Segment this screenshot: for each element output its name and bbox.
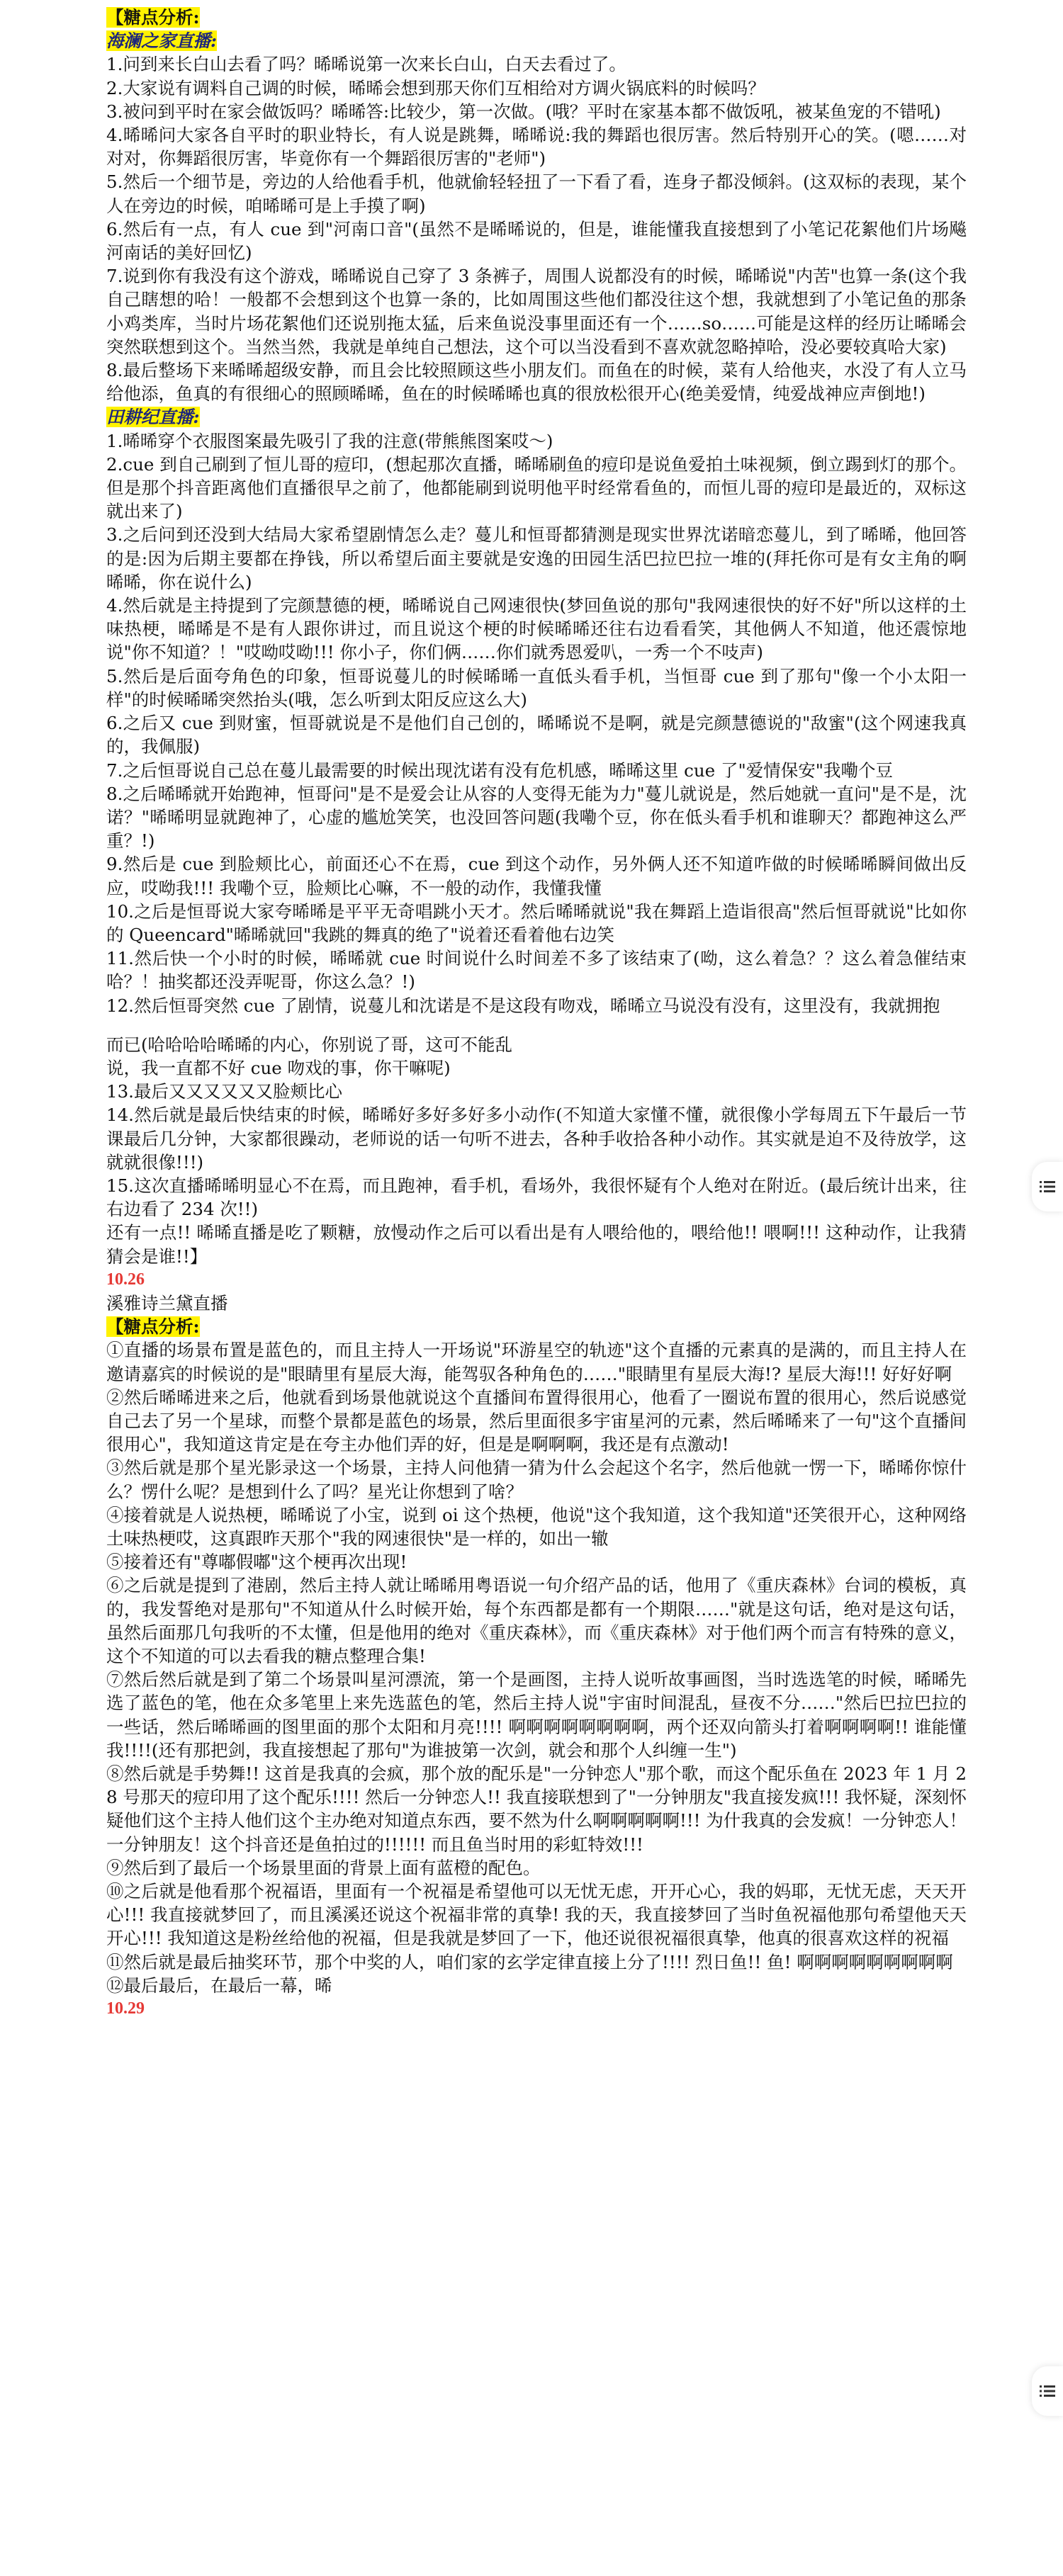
date-heading: 10.26	[106, 1270, 145, 1289]
analysis-label	[106, 1315, 967, 1338]
paragraph: 2.cue 到自己刷到了恒儿哥的痘印，(想起那次直播，晞晞刷鱼的痘印是说鱼爱拍土味视频，倒立踢到灯的那个。但是那个抖音距离他们直播很早之前了，他都能刷到说明他平时经常看鱼的，而恒儿哥的痘印是最近的，双标这就出来了)	[106, 453, 967, 522]
paragraph: 3.被问到平时在家会做饭吗？晞晞答:比较少，第一次做。(哦？平时在家基本都不做饭吼，被某鱼宠的不错吼)	[106, 101, 941, 122]
section-esteelauder-list	[106, 1338, 967, 1997]
paragraph: 9.然后是 cue 到脸颊比心，前面还心不在焉，cue 到这个动作，另外俩人还不知道咋做的时候晞晞瞬间做出反应，哎呦我!!! 我嘞个豆，脸颊比心嘛，不一般的动作，我懂我懂	[106, 854, 967, 898]
paragraph: ⑤接着还有"尊嘟假嘟"这个梗再次出现!	[106, 1552, 407, 1573]
paragraph: 13.最后又又又又又又脸颊比心	[106, 1081, 342, 1102]
section-title-esteelauder: 溪雅诗兰黛直播	[106, 1292, 228, 1314]
paragraph: ②然后晞晞进来之后，他就看到场景他就说这个直播间布置得很用心，他看了一圈说布置的很用心，然后说感觉自己去了另一个星球，而整个景都是蓝色的场景，然后里面很多宇宙星河的元素，然后晞晞来了一句"这个直播间很用心"，我知道这肯定是在夸主办他们弄的好，但是是啊啊啊，我还是有点激动!	[106, 1386, 967, 1455]
paragraph-gap	[106, 1017, 967, 1033]
paragraph: ⑦然后然后就是到了第二个场景叫星河漂流，第一个是画图，主持人说听故事画图，当时选选笔的时候，晞晞先选了蓝色的笔，他在众多笔里上来先选蓝色的笔，然后主持人说"宇宙时间混乱，昼夜不分……"然后巴拉巴拉的一些话，然后晞晞画的图里面的那个太阳和月亮!!!! 啊啊啊啊啊啊啊啊，两个还双向箭头打着啊啊啊啊!! 谁能懂我!!!!(还有那把剑，我直接想起了那句"为谁披第一次剑，就会和那个人纠缠一生")	[106, 1669, 967, 1761]
paragraph: 14.然后就是最后快结束的时候，晞晞好多好多好多小动作(不知道大家懂不懂，就很像小学每周五下午最后一节课最后几分钟，大家都很躁动，老师说的话一句听不进去，各种手收拾各种小动作。其实就是迫不及待放学，这就就很像!!!)	[106, 1105, 967, 1173]
paragraph: 5.然后是后面夸角色的印象，恒哥说蔓儿的时候晞晞一直低头看手机，当恒哥 cue 到了那句"像一个小太阳一样"的时候晞晞突然抬头(哦，怎么听到太阳反应这么大)	[106, 665, 967, 710]
paragraph: 8.最后整场下来晞晞超级安静，而且会比较照顾这些小朋友们。而鱼在的时候，菜有人给他夹，水没了有人立马给他添，鱼真的有很细心的照顾晞晞，鱼在的时候晞晞也真的很放松很开心(绝美爱情，纯爱战神应声倒地!)	[106, 360, 967, 405]
paragraph: 3.之后问到还没到大结局大家希望剧情怎么走？蔓儿和恒哥都猜测是现实世界沈诺暗恋蔓儿，到了晞晞，他回答的是:因为后期主要都在挣钱，所以希望后面主要就是安逸的田园生活巴拉巴拉一堆的(拜托你可是有女主角的啊晞晞，你在说什么)	[106, 524, 967, 592]
paragraph: ③然后就是那个星光影录这一个场景，主持人问他猜一猜为什么会起这个名字，然后他就一愣一下，晞晞你惊什么？愣什么呢？是想到什么了吗？星光让你想到了啥？	[106, 1457, 967, 1502]
paragraph: 6.然后有一点，有人 cue 到"河南口音"(虽然不是晞晞说的，但是，谁能懂我直接想到了小笔记花絮他们片场飚河南话的美好回忆)	[106, 218, 967, 264]
paragraph: ⑩之后就是他看那个祝福语，里面有一个祝福是希望他可以无忧无虑，开开心心，我的妈耶，无忧无虑，天天开心!!! 我直接就梦回了，而且溪溪还说这个祝福非常的真挚! 我的天，我直接梦回了当时鱼祝福他那句希望他天天开心!!! 我知道这是粉丝给他的祝福，但是我就是梦回了一下，他还说很祝福很真挚，他真的很喜欢这样的祝福	[106, 1881, 967, 1949]
paragraph: 1.晞晞穿个衣服图案最先吸引了我的注意(带熊熊图案哎～)	[106, 430, 553, 451]
paragraph: 8.之后晞晞就开始跑神，恒哥问"是不是爱会让从容的人变得无能为力"蔓儿就说是，然后她就一直问"是不是，沈诺？"晞晞明显就跑神了，心虚的尴尬笑笑，也没回答问题(我嘞个豆，你在低头看手机和谁聊天？都跑神这么严重？!)	[106, 783, 967, 852]
section-hailan-list	[106, 52, 967, 405]
paragraph: 2.大家说有调料自己调的时候，晞晞会想到那天你们互相给对方调火锅底料的时候吗？	[106, 77, 765, 98]
analysis-label	[106, 6, 967, 29]
paragraph: ⑥之后就是提到了港剧，然后主持人就让晞晞用粤语说一句介绍产品的话，他用了《重庆森林》台词的模板，真的，我发誓绝对是那句"不知道从什么时候开始，每个东西都是都有一个期限……"就是这句话，绝对是这句话，虽然后面那几句我听的不太懂，但是他用的绝对《重庆森林》，而《重庆森林》对于他们两个而言有特殊的意义，这个不知道的可以去看我的糖点整理合集!	[106, 1575, 967, 1667]
paragraph: ⑨然后到了最后一个场景里面的背景上面有蓝橙的配色。	[106, 1857, 541, 1878]
menu-icon	[1040, 1180, 1055, 1193]
paragraph: 12.然后恒哥突然 cue 了剧情，说蔓儿和沈诺是不是这段有吻戏，晞晞立马说没有没有，这里没有，我就拥抱	[106, 995, 940, 1016]
analysis-label-text: 【糖点分析:	[106, 7, 200, 28]
section-tiangengji-list	[106, 429, 967, 1017]
paragraph: 4.然后就是主持提到了完颜慧德的梗，晞晞说自己网速很快(梦回鱼说的那句"我网速很快的好不好"所以这样的土味热梗，晞晞是不是有人跟你讲过，而且说这个梗的时候晞晞还往右边看看笑，其他俩人不知道，他还震惊地说"你不知道？！"哎呦哎呦!!! 你小子，你们俩……你们就秀恩爱叭，一秀一个不吱声)	[106, 595, 967, 663]
menu-icon	[1040, 2385, 1055, 2397]
section-title-tiangengji	[106, 405, 967, 429]
paragraph: 1.问到来长白山去看了吗？晞晞说第一次来长白山，白天去看过了。	[106, 54, 626, 75]
paragraph: ⑫最后最后，在最后一幕，晞	[106, 1975, 332, 1996]
paragraph: 还有一点!! 晞晞直播是吃了颗糖，放慢动作之后可以看出是有人喂给他的，喂给他!! 喂啊!!! 这种动作，让我猜猜会是谁!!】	[106, 1222, 967, 1267]
paragraph: 而已(哈哈哈哈晞晞的内心，你别说了哥，这可不能乱	[106, 1034, 513, 1055]
paragraph: 10.之后是恒哥说大家夸晞晞是平平无奇唱跳小天才。然后晞晞就说"我在舞蹈上造诣很高"然后恒哥就说"比如你的 Queencard"晞晞就回"我跳的舞真的绝了"说着还看着他右边笑	[106, 900, 967, 945]
side-menu-button[interactable]	[1032, 2366, 1063, 2416]
paragraph: ⑧然后就是手势舞!! 这首是我真的会疯，那个放的配乐是"一分钟恋人"那个歌，而这个配乐鱼在 2023 年 1 月 28 号那天的痘印用了这个配乐!!!! 然后一分钟恋人!! 我直接联想到了"一分钟朋友"我直接发疯!!! 我怀疑，深刻怀疑他们这个主持人他们这个主办绝对知道点东西，要不然为什么啊啊啊啊啊!!! 为什我真的会发疯！一分钟恋人！一分钟朋友！这个抖音还是鱼拍过的!!!!!! 而且鱼当时用的彩虹特效!!!	[106, 1763, 967, 1855]
section-tiangengji-continued	[106, 1033, 967, 1268]
date-heading: 10.29	[106, 1999, 145, 2018]
section-title-hailan	[106, 29, 967, 52]
paragraph: ④接着就是人说热梗，晞晞说了小宝，说到 oi 这个热梗，他说"这个我知道，这个我知道"还笑很开心，这种网络土味热梗哎，这真跟昨天那个"我的网速很快"是一样的，如出一辙	[106, 1504, 967, 1549]
paragraph: 11.然后快一个小时的时候，晞晞就 cue 时间说什么时间差不多了该结束了(呦，这么着急？？这么着急催结束哈？！抽奖都还没弄呢哥，你这么急？!)	[106, 948, 967, 993]
paragraph: ①直播的场景布置是蓝色的，而且主持人一开场说"环游星空的轨迹"这个直播的元素真的是满的，而且主持人在邀请嘉宾的时候说的是"眼睛里有星辰大海，能驾驭各种角色的……"眼睛里有星辰大海!? 星辰大海!!! 好好好啊	[106, 1340, 967, 1384]
analysis-label-text: 【糖点分析:	[106, 1316, 200, 1338]
paragraph: 7.说到你有我没有这个游戏，晞晞说自己穿了 3 条裤子，周围人说都没有的时候，晞晞说"内苦"也算一条(这个我自己瞎想的哈！一般都不会想到这个也算一条的，比如周围这些他们都没往这个想，我就想到了小笔记鱼的那条小鸡类库，当时片场花絮他们还说别拖太猛，后来鱼说没事里面还有一个……so……可能是这样的经历让晞晞会突然联想到这个。当然当然，我就是单纯自己想法，这个可以当没看到不喜欢就忽略掉哈，没必要较真哈大家)	[106, 266, 967, 357]
section-title-text: 海澜之家直播:	[106, 30, 218, 52]
side-menu-button[interactable]	[1032, 1162, 1063, 1211]
paragraph: ⑪然后就是最后抽奖环节，那个中奖的人，咱们家的玄学定律直接上分了!!!! 烈日鱼!! 鱼! 啊啊啊啊啊啊啊啊啊	[106, 1951, 953, 1972]
document-body	[106, 6, 967, 2021]
paragraph: 15.这次直播晞晞明显心不在焉，而且跑神，看手机，看场外，我很怀疑有个人绝对在附近。(最后统计出来，往右边看了 234 次!!)	[106, 1175, 967, 1220]
section-title-text: 田耕纪直播:	[106, 407, 200, 428]
paragraph: 7.之后恒哥说自己总在蔓儿最需要的时候出现沈诺有没有危机感，晞晞这里 cue 了"爱情保安"我嘞个豆	[106, 759, 893, 781]
paragraph: 说，我一直都不好 cue 吻戏的事，你干嘛呢)	[106, 1057, 451, 1078]
paragraph: 4.晞晞问大家各自平时的职业特长，有人说是跳舞，晞晞说:我的舞蹈也很厉害。然后特别开心的笑。(嗯……对对对，你舞蹈很厉害，毕竟你有一个舞蹈很厉害的"老师")	[106, 125, 967, 169]
paragraph: 5.然后一个细节是，旁边的人给他看手机，他就偷轻轻扭了一下看了看，连身子都没倾斜。(这双标的表现，某个人在旁边的时候，咱晞晞可是上手摸了啊)	[106, 171, 967, 216]
paragraph: 6.之后又 cue 到财蜜，恒哥就说是不是他们自己创的，晞晞说不是啊，就是完颜慧德说的"敌蜜"(这个网速我真的，我佩服)	[106, 713, 967, 757]
